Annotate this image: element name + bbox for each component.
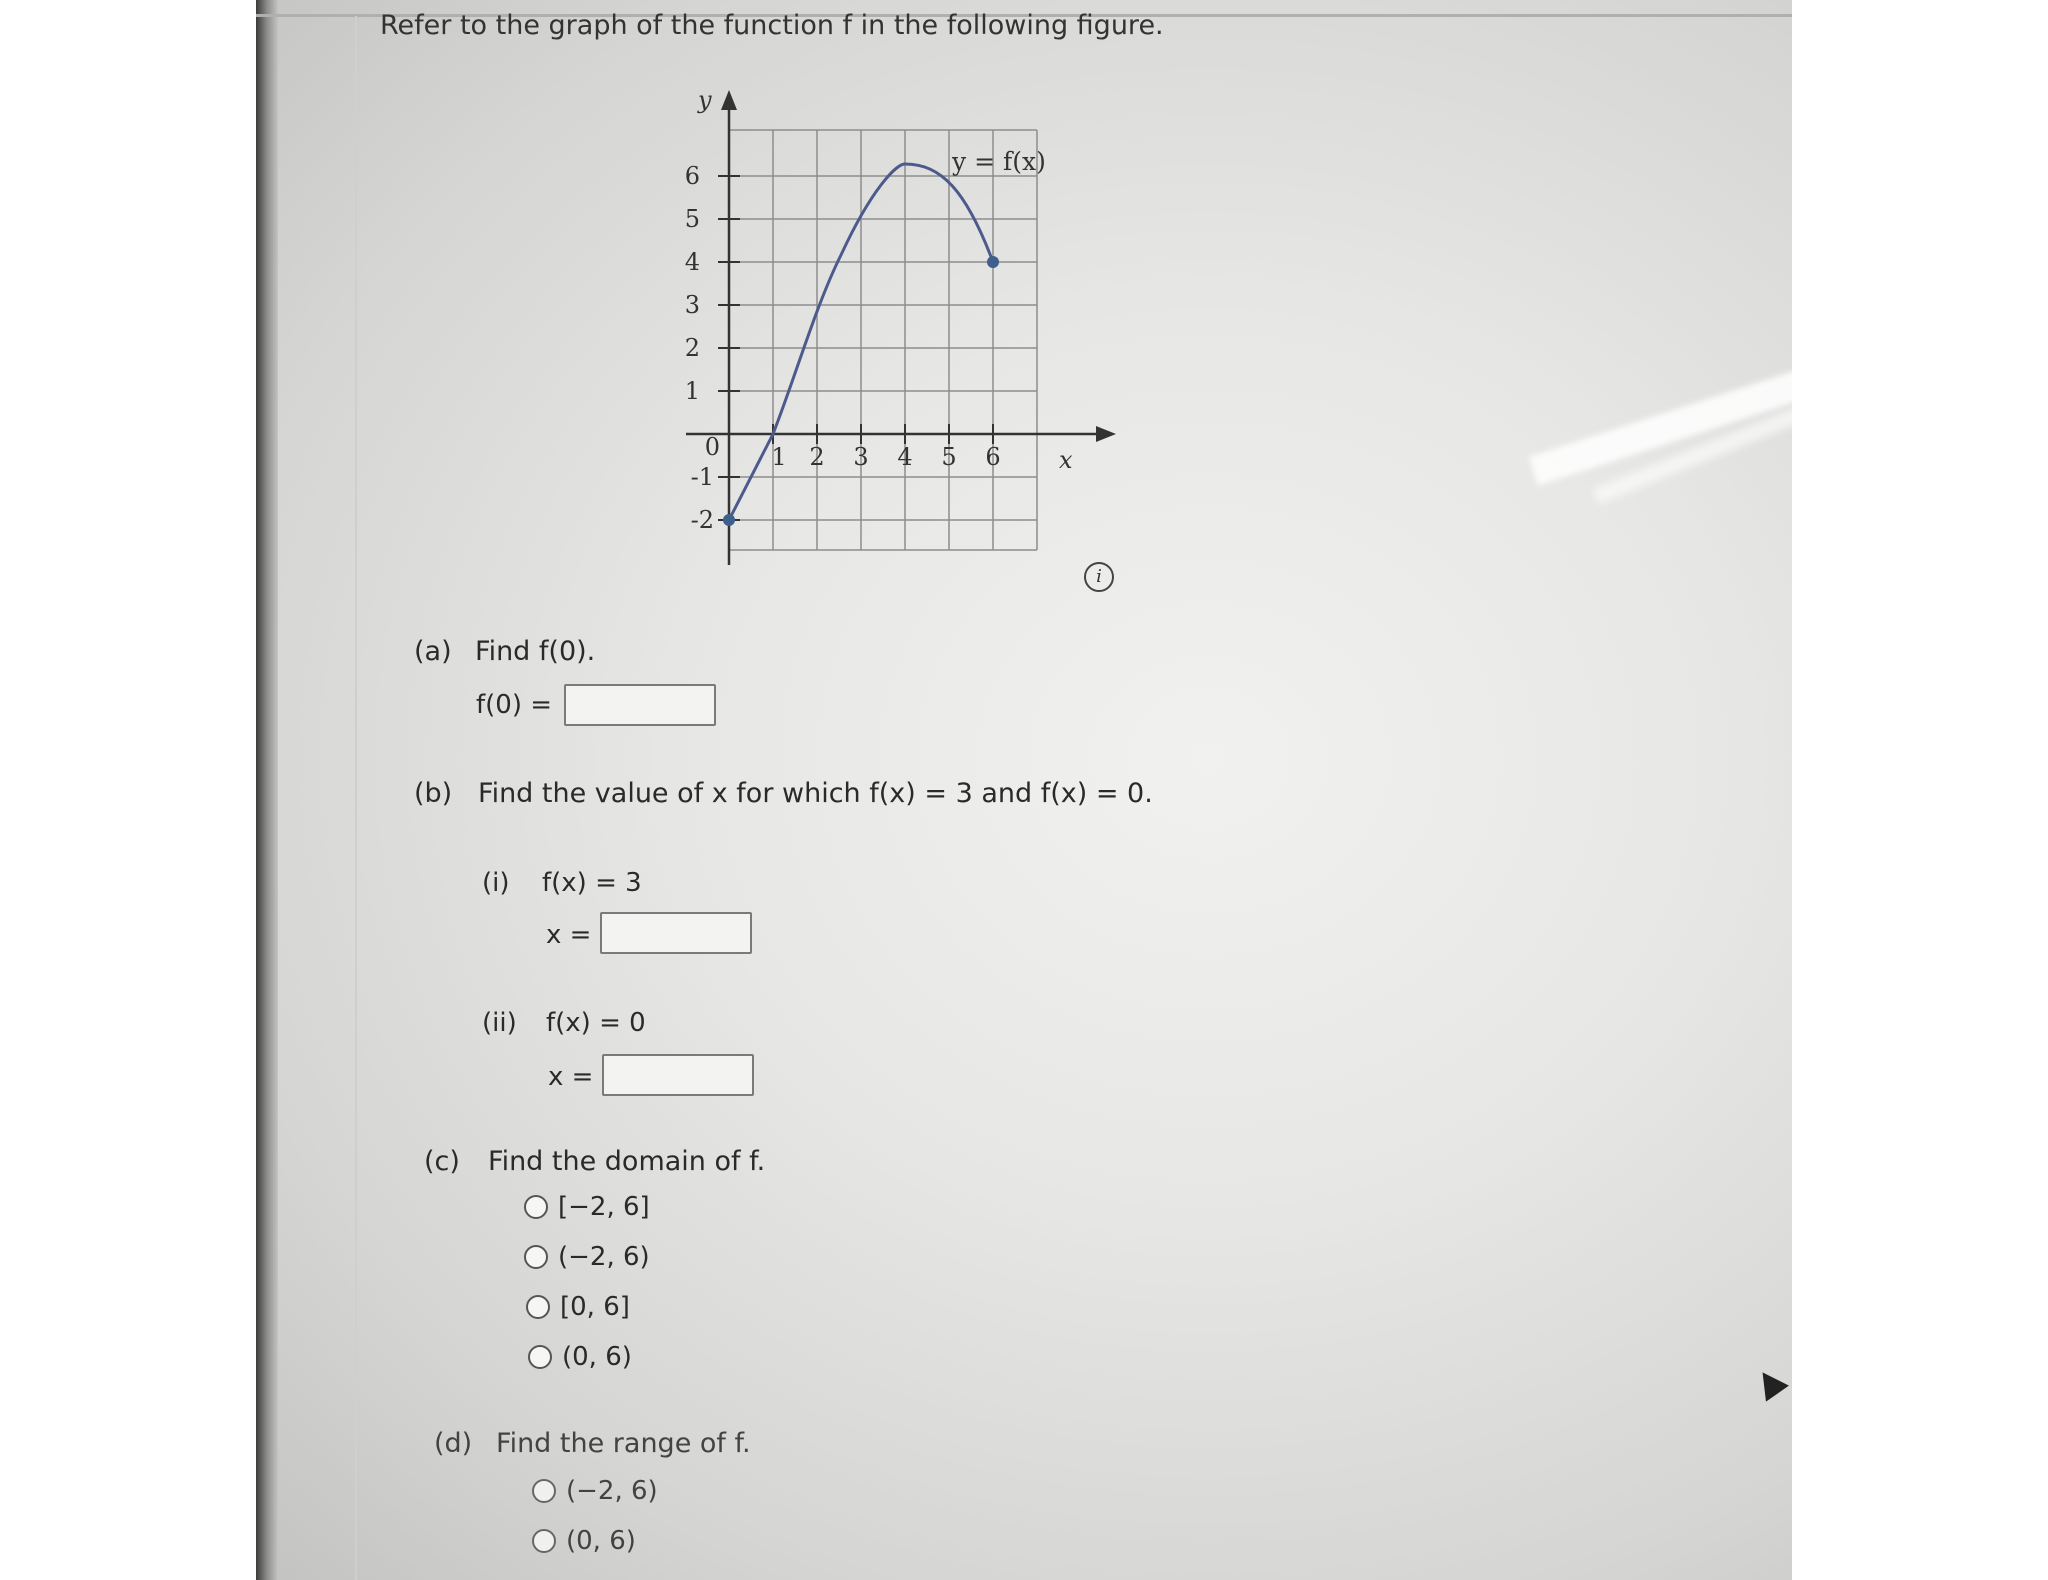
radio-button[interactable] xyxy=(532,1479,556,1503)
part-b-ii-label: (ii) xyxy=(482,1008,517,1038)
part-b-i-answer-label: x = xyxy=(546,920,592,950)
left-divider xyxy=(355,16,357,1580)
domain-option-label: [0, 6] xyxy=(560,1292,630,1322)
radio-button[interactable] xyxy=(532,1529,556,1553)
curve-start-point xyxy=(723,514,735,526)
part-b-ii-answer-input[interactable] xyxy=(602,1054,754,1096)
radio-button[interactable] xyxy=(524,1245,548,1269)
domain-option-label: (0, 6) xyxy=(562,1342,632,1372)
part-a-answer-input[interactable] xyxy=(564,684,716,726)
domain-option[interactable] xyxy=(524,1242,650,1272)
domain-option[interactable] xyxy=(526,1292,630,1322)
radio-button[interactable] xyxy=(526,1295,550,1319)
screen xyxy=(256,0,1792,1580)
y-tick-label: 1 xyxy=(684,377,700,405)
range-option[interactable] xyxy=(532,1476,658,1506)
graph-grid xyxy=(729,130,1037,550)
domain-option[interactable] xyxy=(524,1192,650,1222)
x-tick-label: 4 xyxy=(897,443,913,471)
part-b-i-label: (i) xyxy=(482,868,510,898)
curve-end-point xyxy=(987,256,999,268)
x-tick-label: 1 xyxy=(771,443,787,471)
part-b-prompt: Find the value of x for which f(x) = 3 and f(x) = 0. xyxy=(478,778,1153,809)
y-tick-label: 4 xyxy=(684,248,700,276)
range-option[interactable] xyxy=(532,1526,636,1556)
x-tick-label: 5 xyxy=(941,443,957,471)
y-tick-label: 2 xyxy=(684,334,700,362)
screen-bezel xyxy=(256,0,278,1580)
x-tick-label: 6 xyxy=(985,443,1001,471)
y-tick-label: 6 xyxy=(684,162,700,190)
mouse-cursor-icon xyxy=(1751,1364,1789,1401)
y-tick-label: -1 xyxy=(690,463,714,491)
part-b-ii-answer-label: x = xyxy=(548,1062,594,1092)
info-icon[interactable]: i xyxy=(1084,562,1114,592)
x-axis-arrow xyxy=(1096,426,1116,442)
question-title: Refer to the graph of the function f in the following figure. xyxy=(380,10,1164,41)
function-graph xyxy=(396,80,1116,600)
domain-option[interactable] xyxy=(528,1342,632,1372)
curve-label: y = f(x) xyxy=(952,147,1046,176)
y-tick-label: 5 xyxy=(684,205,700,233)
part-b-ii-equation: f(x) = 0 xyxy=(546,1008,646,1038)
part-b-label: (b) xyxy=(414,778,453,809)
x-axis-label: x xyxy=(1059,446,1073,474)
y-axis-arrow xyxy=(721,90,737,110)
x-tick-labels xyxy=(771,443,1000,471)
y-tick-labels xyxy=(685,162,720,534)
part-c-prompt: Find the domain of f. xyxy=(488,1146,766,1177)
x-tick-label: 2 xyxy=(809,443,825,471)
y-tick-label: 0 xyxy=(704,433,720,461)
part-a-prompt: Find f(0). xyxy=(475,636,596,667)
x-tick-label: 3 xyxy=(853,443,869,471)
y-axis-label: y xyxy=(698,86,712,114)
radio-button[interactable] xyxy=(528,1345,552,1369)
y-tick-label: -2 xyxy=(690,506,714,534)
part-a-label: (a) xyxy=(414,636,452,667)
domain-option-label: [−2, 6] xyxy=(558,1192,650,1222)
part-d-prompt: Find the range of f. xyxy=(496,1428,751,1459)
y-tick-label: 3 xyxy=(684,291,700,319)
range-option-label: (0, 6) xyxy=(566,1526,636,1556)
domain-option-label: (−2, 6) xyxy=(558,1242,650,1272)
part-b-i-answer-input[interactable] xyxy=(600,912,752,954)
part-d-label: (d) xyxy=(434,1428,473,1459)
range-option-label: (−2, 6) xyxy=(566,1476,658,1506)
part-c-label: (c) xyxy=(424,1146,460,1177)
part-b-i-equation: f(x) = 3 xyxy=(542,868,642,898)
part-a-answer-label: f(0) = xyxy=(476,690,553,720)
radio-button[interactable] xyxy=(524,1195,548,1219)
